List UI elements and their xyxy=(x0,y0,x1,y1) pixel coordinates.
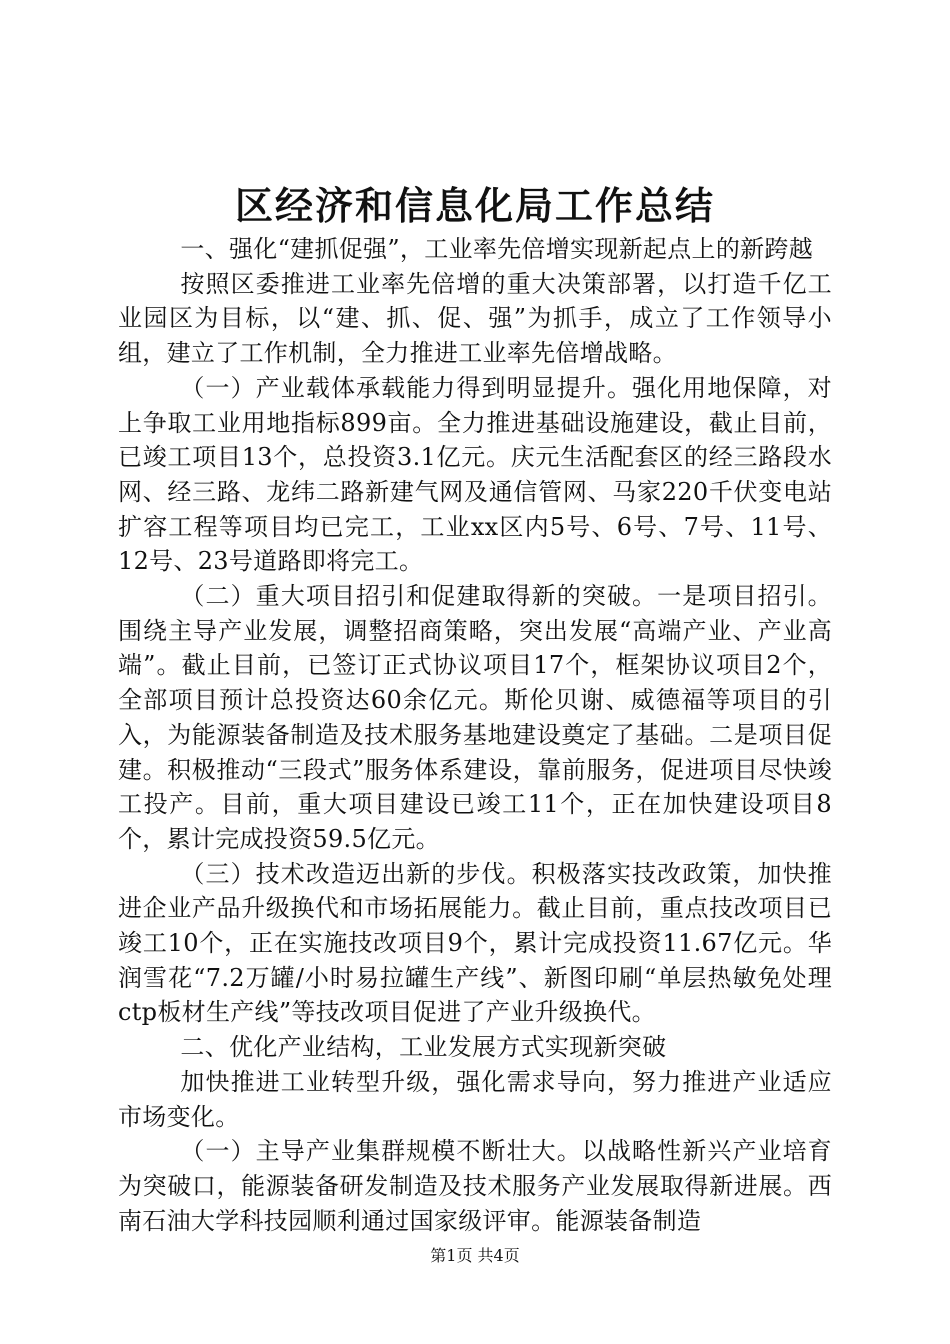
document-body xyxy=(118,232,832,1238)
paragraph-subsection-2-1: （一）主导产业集群规模不断壮大。以战略性新兴产业培育为突破口，能源装备研发制造及技术服务产业发展取得新进展。西南石油大学科技园顺利通过国家级评审。能源装备制造 xyxy=(118,1137,832,1235)
paragraph-intro-2: 加快推进工业转型升级，强化需求导向，努力推进产业适应市场变化。 xyxy=(118,1067,832,1131)
paragraph-intro-1: 按照区委推进工业率先倍增的重大决策部署，以打造千亿工业园区为目标，以“建、抓、促、强”为抓手，成立了工作领导小组，建立了工作机制，全力推进工业率先倍增战略。 xyxy=(118,269,832,368)
section-heading-2: 二、优化产业结构，工业发展方式实现新突破 xyxy=(180,1033,667,1062)
paragraph-subsection-1-1: （一）产业载体承载能力得到明显提升。强化用地保障，对上争取工业用地指标899亩。全力推进基础设施建设，截止目前，已竣工项目13个，总投资3.1亿元。庆元生活配套区的经三路段水网、经三路、龙纬二路新建气网及通信管网、马家220千伏变电站扩容工程等项目均已完工，工业xx区内5号、6号、7号、11号、12号、23号道路即将完工。 xyxy=(118,373,832,576)
page-number-footer: 第1页 共4页 xyxy=(430,1246,520,1265)
paragraph-subsection-1-3: （三）技术改造迈出新的步伐。积极落实技改政策，加快推进企业产品升级换代和市场拓展能力。截止目前，重点技改项目已竣工10个，正在实施技改项目9个，累计完成投资11.67亿元。华润雪花“7.2万罐/小时易拉罐生产线”、新图印刷“单层热敏免处理ctp板材生产线”等技改项目促进了产业升级换代。 xyxy=(118,859,832,1027)
document-title: 区经济和信息化局工作总结 xyxy=(234,183,715,228)
paragraph-subsection-1-2: （二）重大项目招引和促建取得新的突破。一是项目招引。围绕主导产业发展，调整招商策略，突出发展“高端产业、产业高端”。截止目前，已签订正式协议项目17个，框架协议项目2个，全部项目预计总投资达60余亿元。斯伦贝谢、威德福等项目的引入，为能源装备制造及技术服务基地建设奠定了基础。二是项目促建。积极推动“三段式”服务体系建设，靠前服务，促进项目尽快竣工投产。目前，重大项目建设已竣工11个，正在加快建设项目8个，累计完成投资59.5亿元。 xyxy=(118,582,832,853)
section-heading-1: 一、强化“建抓促强”，工业率先倍增实现新起点上的新跨越 xyxy=(180,235,814,263)
